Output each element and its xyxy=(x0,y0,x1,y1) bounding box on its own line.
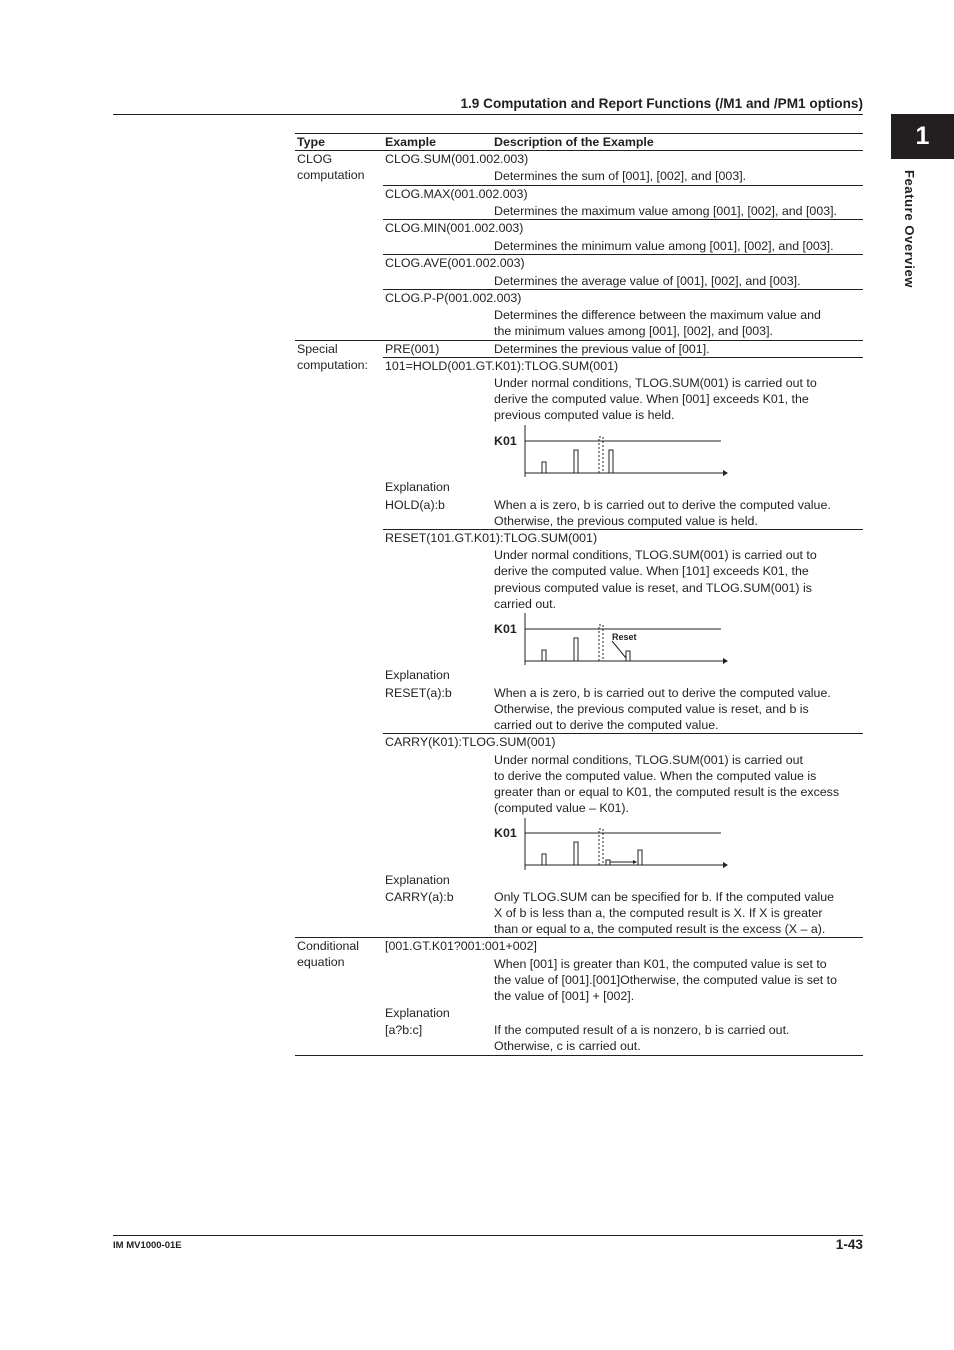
desc-hold-line1: Under normal conditions, TLOG.SUM(001) is carried out to xyxy=(494,376,817,390)
desc-conditional-line3: the value of [001] + [002]. xyxy=(494,989,635,1003)
reset-syntax: RESET(a):b xyxy=(385,686,452,700)
hold-syntax: HOLD(a):b xyxy=(385,498,445,512)
carry-syntax: CARRY(a):b xyxy=(385,890,454,904)
desc-hold-line3: previous computed value is held. xyxy=(494,408,675,422)
conditional-explanation-line2: Otherwise, c is carried out. xyxy=(494,1039,641,1053)
type-special-line1: Special xyxy=(297,342,338,356)
section-title: 1.9 Computation and Report Functions (/M1 and /PM1 options) xyxy=(460,96,863,111)
example-clog-max: CLOG.MAX(001.002.003) xyxy=(385,187,528,201)
example-clog-pp: CLOG.P-P(001.002.003) xyxy=(385,291,522,305)
type-conditional-line2: equation xyxy=(297,955,345,969)
desc-clog-sum: Determines the sum of [001], [002], and [003]. xyxy=(494,169,747,183)
desc-carry-line4: (computed value – K01). xyxy=(494,801,629,815)
carry-figure-k01-label: K01 xyxy=(494,826,517,840)
desc-clog-ave: Determines the average value of [001], [002], and [003]. xyxy=(494,274,801,288)
desc-clog-min: Determines the minimum value among [001], [002], and [003]. xyxy=(494,239,834,253)
desc-reset-line1: Under normal conditions, TLOG.SUM(001) is carried out to xyxy=(494,548,817,562)
desc-clog-pp-line1: Determines the difference between the maximum value and xyxy=(494,308,821,322)
col-header-type: Type xyxy=(297,135,325,149)
reset-fig-bar-1 xyxy=(542,650,546,661)
carry-explanation-line3: than or equal to a, the computed result is the excess (X – a). xyxy=(494,922,826,936)
conditional-syntax: [a?b:c] xyxy=(385,1023,423,1037)
desc-carry-line1: Under normal conditions, TLOG.SUM(001) is carried out xyxy=(494,753,803,767)
carry-fig-carry-arrowhead xyxy=(633,860,637,864)
example-hold: 101=HOLD(001.GT.K01):TLOG.SUM(001) xyxy=(385,359,619,373)
desc-reset-line4: carried out. xyxy=(494,597,556,611)
reset-explanation-line3: carried out to derive the computed value. xyxy=(494,718,719,732)
hold-fig-bar-2 xyxy=(574,450,578,473)
desc-conditional-line2: the value of [001].[001]Otherwise, the computed value is set to xyxy=(494,973,838,987)
conditional-explanation-line1: If the computed result of a is nonzero, b is carried out. xyxy=(494,1023,790,1037)
carry-explanation-label: Explanation xyxy=(385,873,450,887)
desc-pre: Determines the previous value of [001]. xyxy=(494,342,710,356)
desc-conditional-line1: When [001] is greater than K01, the computed value is set to xyxy=(494,957,827,971)
type-clog-line1: CLOG xyxy=(297,152,333,166)
reset-fig-callout: Reset xyxy=(612,632,637,642)
example-reset: RESET(101.GT.K01):TLOG.SUM(001) xyxy=(385,531,598,545)
hold-fig-bar-dashed xyxy=(599,437,603,473)
conditional-explanation-label: Explanation xyxy=(385,1006,450,1020)
type-conditional-line1: Conditional xyxy=(297,939,359,953)
carry-explanation-line1: Only TLOG.SUM can be specified for b. If the computed value xyxy=(494,890,834,904)
hold-explanation-label: Explanation xyxy=(385,480,450,494)
hold-fig-bar-3 xyxy=(609,450,613,473)
example-conditional: [001.GT.K01?001:001+002] xyxy=(385,939,537,953)
type-special-line2: computation: xyxy=(297,358,368,372)
example-carry: CARRY(K01):TLOG.SUM(001) xyxy=(385,735,556,749)
carry-explanation-line2: X of b is less than a, the computed result is X. If X is greater xyxy=(494,906,823,920)
example-clog-sum: CLOG.SUM(001.002.003) xyxy=(385,152,529,166)
desc-clog-pp-line2: the minimum values among [001], [002], and [003]. xyxy=(494,324,773,338)
chapter-side-label: Feature Overview xyxy=(902,170,917,288)
carry-fig-arrowhead xyxy=(723,862,728,868)
carry-figure xyxy=(520,818,730,870)
reset-fig-arrowhead xyxy=(723,658,728,664)
reset-figure xyxy=(520,613,730,665)
chapter-number: 1 xyxy=(915,122,930,150)
hold-fig-arrowhead xyxy=(723,470,728,476)
reset-fig-callout-line xyxy=(612,641,626,658)
example-clog-min: CLOG.MIN(001.002.003) xyxy=(385,221,524,235)
col-header-description: Description of the Example xyxy=(494,135,654,149)
reset-explanation-label: Explanation xyxy=(385,668,450,682)
manual-id: IM MV1000-01E xyxy=(113,1240,182,1251)
reset-explanation-line1: When a is zero, b is carried out to derive the computed value. xyxy=(494,686,831,700)
hold-explanation-line1: When a is zero, b is carried out to derive the computed value. xyxy=(494,498,831,512)
type-clog-line2: computation xyxy=(297,168,365,182)
carry-fig-bar-excess xyxy=(606,860,610,865)
col-header-example: Example xyxy=(385,135,436,149)
example-pre: PRE(001) xyxy=(385,342,440,356)
reset-fig-bar-dashed xyxy=(599,625,603,661)
hold-explanation-line2: Otherwise, the previous computed value is held. xyxy=(494,514,758,528)
hold-fig-bar-1 xyxy=(542,462,546,473)
carry-fig-bar-3 xyxy=(638,850,642,865)
desc-carry-line3: greater than or equal to K01, the computed result is the excess xyxy=(494,785,840,799)
carry-fig-bar-dashed xyxy=(599,829,603,865)
desc-clog-max: Determines the maximum value among [001], [002], and [003]. xyxy=(494,204,837,218)
footer-rule xyxy=(113,1235,863,1236)
reset-fig-bar-3 xyxy=(626,651,630,661)
example-clog-ave: CLOG.AVE(001.002.003) xyxy=(385,256,525,270)
desc-reset-line2: derive the computed value. When [101] exceeds K01, the xyxy=(494,564,809,578)
hold-figure xyxy=(520,425,730,477)
carry-fig-bar-2 xyxy=(574,842,578,865)
chapter-tab xyxy=(891,114,954,159)
desc-hold-line2: derive the computed value. When [001] exceeds K01, the xyxy=(494,392,809,406)
desc-carry-line2: to derive the computed value. When the computed value is xyxy=(494,769,817,783)
hold-figure-k01-label: K01 xyxy=(494,434,517,448)
carry-fig-bar-1 xyxy=(542,854,546,865)
reset-explanation-line2: Otherwise, the previous computed value is reset, and b is xyxy=(494,702,809,716)
reset-figure-k01-label: K01 xyxy=(494,622,517,636)
reset-fig-bar-2 xyxy=(574,638,578,661)
header-rule xyxy=(113,114,863,115)
page-number: 1-43 xyxy=(835,1237,863,1252)
desc-reset-line3: previous computed value is reset, and TLOG.SUM(001) is xyxy=(494,581,812,595)
